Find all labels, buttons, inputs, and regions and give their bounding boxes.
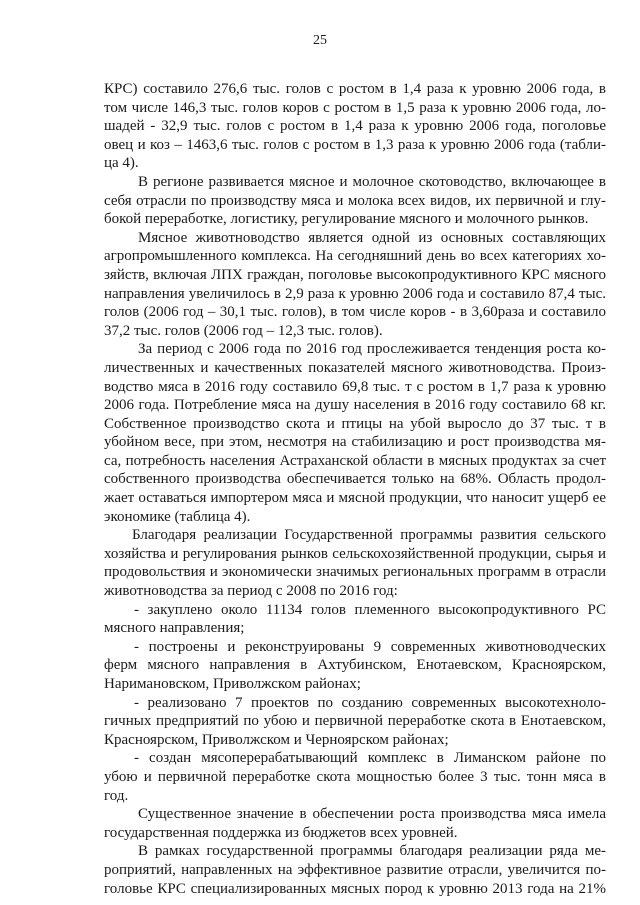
text-line: са, потребность населения Астраханской области в мясных продуктах за счет [104,452,606,469]
text-line: Благодаря реализации Государственной программы развития сельского [132,527,606,544]
text-line: - построены и реконструированы 9 современных животноводческих [134,638,606,655]
text-line: Существенное значение в обеспечении роста производства мяса имела [138,806,606,823]
text-line: жает оставаться импортером мяса и мясной продукции, что наносит ущерб ее [104,490,606,507]
text-line: - закуплено около 11134 голов племенного высокопродуктивного РС [134,601,606,618]
text-line: личественных и качественных показателей мясного животноводства. Произ- [104,359,606,376]
text-line: мясного направления; [104,620,245,637]
text-line: Красноярском, Приволжском и Черноярском районах; [104,731,449,748]
text-line: овец и коз – 1463,6 тыс. голов с ростом в 1,3 раза к уровню 2006 года (табли- [104,136,606,153]
text-line: себя отрасли по производству мяса и молока всех видов, их первичной и глу- [104,192,606,209]
text-line: продовольствия и экономически значимых региональных программ в отрасли [104,564,606,581]
text-line: Наримановском, Приволжском районах; [104,676,361,692]
text-line: государственная поддержка из бюджетов всех уровней. [104,824,458,841]
text-line: КРС) составило 276,6 тыс. голов с ростом в 1,4 раза к уровню 2006 года, в [104,81,606,97]
text-line: убойном весе, при этом, несмотря на стабилизацию и рост производства мя- [104,434,606,451]
text-line: том числе 146,3 тыс. голов коров с ростом в 1,5 раза к уровню 2006 года, ло- [104,99,606,116]
text-line: направления увеличилось в 2,9 раза к уровню 2006 года и составило 87,4 тыс. [104,285,606,302]
text-line: В регионе развивается мясное и молочное скотоводство, включающее в [138,173,606,190]
text-line: шадей - 32,9 тыс. голов с ростом в 1,4 раза к уровню 2006 года, поголовье [104,118,606,135]
text-line: собственного производства обеспечивается только на 68%. Область продол- [104,471,606,488]
text-line: убою и первичной переработке скота мощностью более 3 тыс. тонн мяса в [104,768,606,785]
page-number: 25 [313,33,327,48]
text-line: 2006 года. Потребление мяса на душу населения в 2016 году составило 68 кг. [104,397,606,414]
text-line: животноводства за период с 2008 по 2016 год: [104,583,398,600]
text-line: ца 4). [104,155,139,172]
text-line: головье КРС специализированных мясных пород к уровню 2013 года на 21% [104,880,606,897]
text-line: агропромышленного комплекса. На сегодняшний день во всех категориях хо- [104,248,606,265]
text-line: 37,2 тыс. голов (2006 год – 12,3 тыс. голов). [104,322,383,339]
text-line: бокой переработке, логистику, регулирование мясного и молочного рынков. [104,211,589,228]
text-line: В рамках государственной программы благодаря реализации ряда ме- [138,843,606,860]
text-line: Собственное производство скота и птицы на убой выросло до 37 тыс. т в [104,415,606,432]
text-line: - реализовано 7 проектов по созданию современных высокотехноло- [134,694,606,711]
text-line: год. [104,787,129,804]
text-line: голов (2006 год – 30,1 тыс. голов), в том числе коров - в 3,60раза и составило [104,304,606,321]
text-line: Мясное животноводство является одной из основных составляющих [138,229,606,246]
text-line: ферм мясного направления в Ахтубинском, Енотаевском, Красноярском, [104,657,606,674]
text-line: экономике (таблица 4). [104,508,251,525]
text-line: роприятий, направленных на эффективное развитие отрасли, увеличится по- [104,861,606,878]
body-text [104,80,606,898]
text-line: гичных предприятий по убою и первичной переработке скота в Енотаевском, [104,713,606,730]
text-line: хозяйства и регулирования рынков сельскохозяйственной продукции, сырья и [104,545,606,562]
text-line: За период с 2006 года по 2016 год прослеживается тенденция роста ко- [138,341,606,358]
text-line: водство мяса в 2016 году составило 69,8 тыс. т с ростом в 1,7 раза к уровню [104,378,606,395]
text-line: - создан мясоперерабатывающий комплекс в Лиманском районе по [134,750,606,767]
text-line: зяйств, включая ЛПХ граждан, поголовье высокопродуктивного КРС мясного [104,266,606,283]
